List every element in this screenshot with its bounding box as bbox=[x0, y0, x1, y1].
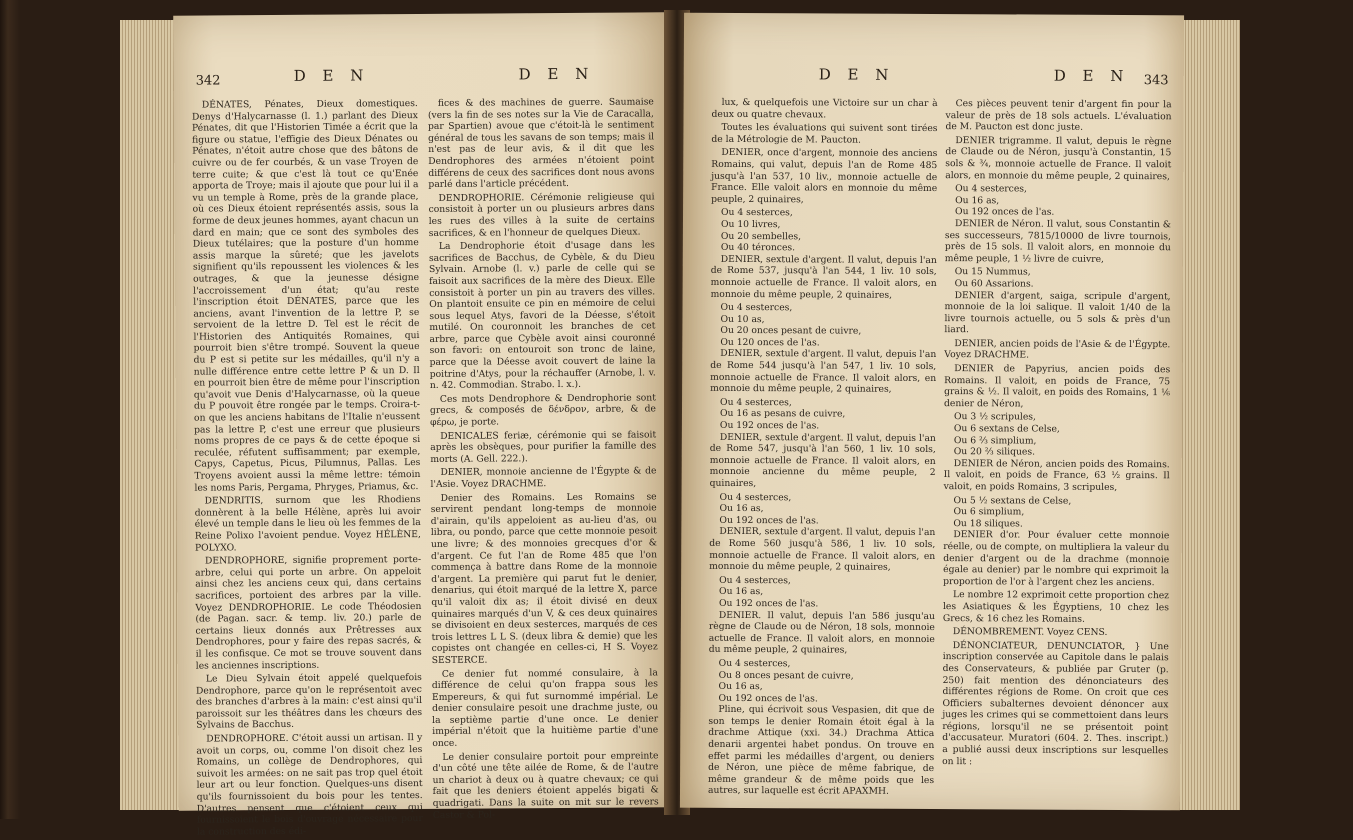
paragraph: Ou 16 as, bbox=[719, 503, 764, 515]
paragraph: DENIER d'or. Pour évaluer cette monnoie réelle, ou de compte, on multipliera la valeur du denier d'argent ou de la drachme (monnoie égale au denier) par le nombre qui exprimoit la proportion de l'or à l'argent chez les anciens. bbox=[943, 529, 1170, 588]
paragraph: DENIER. Il valut, depuis l'an 586 jusqu'au règne de Claude ou de Néron, 18 sols, monnoie actuelle de France. Il valoit alors, en monnoie du même peuple, 2 quinaires, bbox=[708, 609, 935, 656]
running-head-title: D E N bbox=[818, 65, 895, 84]
paragraph: lux, & quelquefois une Victoire sur un char à deux ou quatre chevaux. bbox=[711, 96, 938, 121]
paragraph: Ou 8 onces pesant de cuivre, bbox=[718, 669, 854, 682]
paragraph: Denier des Romains. Les Romains se servirent pendant long-temps de monnoie d'airain, qu'ils appeloient as au-lieu d'as, ou libra, ou pondo, parce que cette monnoie pesoit une livre; & des monnoies grecques d'or & d'argent. Ce fut l'an de Rome 485 que l'on commença à battre dans Rome de la monnoie d'argent. La première qui parut fut le denier, denarius, qui étoit marqué de la lettre X, parce qu'il valoit dix as; il étoit divisé en deux quinaires marqués d'un V, & ces deux quinaires se divisoient en deux sesterces, marqués de ces trois lettres L L S. (deux libra & demie) que les copistes ont changée en celles-ci, H S. Voyez SESTERCE. bbox=[430, 490, 658, 666]
paragraph: Ou 192 onces de l'as. bbox=[719, 419, 820, 432]
paragraph: DENIER de Néron. Il valut, sous Constantin & ses successeurs, 7815/10000 de livre tournois, près de 15 sols. Il valoit alors, en monnoie du même peuple, 1 ½ livre de cuivre, bbox=[944, 218, 1172, 265]
paragraph: DENIER, once d'argent, monnoie des anciens Romains, qui valut, depuis l'an de Rome 485 jusqu'à l'an 537, 10 liv., monnoie actuelle de France. Elle valoit alors en monnoie du même peuple, 2 quinaires, bbox=[711, 147, 938, 206]
paragraph: DENIER trigramme. Il valut, depuis le règne de Claude ou de Néron, jusqu'à Constantin, 15 sols & ¾, monnoie actuelle de France. Il valoit alors, en monnoie du même peuple, 2 quinaires, bbox=[945, 134, 1172, 182]
paragraph: Le nombre 12 exprimoit cette proportion chez les Asiatiques & les Égyptiens, 10 chez les Grecs, & 16 chez les Romains. bbox=[942, 589, 1170, 625]
paragraph: Ou 6 sextans de Celse, bbox=[953, 423, 1060, 435]
left-page-edges bbox=[120, 20, 180, 810]
paragraph: Ou 192 onces de l'as. bbox=[955, 206, 1055, 218]
left-page-column-1 bbox=[192, 98, 423, 840]
paragraph: Ou 5 ½ sextans de Celse, bbox=[953, 494, 1072, 507]
left-running-head bbox=[174, 62, 668, 95]
paragraph: Ou 4 sesterces, bbox=[720, 301, 793, 314]
paragraph: DENIER, sextule d'argent. Il valut, depuis l'an de Rome 537, jusqu'à l'an 544, 1 liv. 10 sols, monnoie actuelle de France. Il valoit alors, en monnoie du même peuple, 2 quinaires, bbox=[710, 253, 937, 301]
paragraph: DENIER d'argent, saiga, scripule d'argent, monnoie de la loi salique. Il valoit 1/40 de la livre tournois actuelle, ou 5 sols & près d'un liard. bbox=[944, 289, 1171, 336]
paragraph: Ou 6 ⅔ simplium, bbox=[953, 434, 1037, 447]
paragraph: Ou 16 as, bbox=[955, 194, 1000, 207]
paragraph: Ou 60 Assarions. bbox=[954, 278, 1034, 290]
paragraph: Ou 16 as, bbox=[718, 680, 763, 693]
left-page-column-2 bbox=[428, 96, 659, 823]
paragraph: Ou 20 sembelles, bbox=[720, 230, 802, 242]
paragraph: Ou 6 simplium, bbox=[953, 506, 1025, 518]
paragraph: Ou 4 sesterces, bbox=[955, 183, 1027, 195]
running-head-title: D E N bbox=[293, 66, 370, 85]
paragraph: DÉNOMBREMENT. Voyez CENS. bbox=[952, 626, 1108, 639]
paragraph: Ou 16 as, bbox=[719, 586, 764, 598]
page-number: 343 bbox=[1143, 73, 1169, 89]
paragraph: Pline, qui écrivoit sous Vespasien, dit que de son temps le denier Romain étoit égal à la drachme Attique (xxi. 34.) Drachma Attica denarii argentei habet pondus. On trouve en effet parmi les médailles d'argent, ou deniers de Néron, une pièce de même fabrique, de même grandeur & de même poids que les autres, sur laquelle est écrit ΑΡΑΧΜΗ. bbox=[707, 704, 935, 798]
paragraph: Ou 10 as, bbox=[720, 313, 765, 325]
paragraph: Ou 16 as pesans de cuivre, bbox=[719, 408, 846, 420]
paragraph: DENDROPHORE. C'étoit aussi un artisan. Il y avoit un corps, ou, comme l'on disoit chez les Romains, un collège de Dendrophores, qui suivoit les armées: on ne sait pas trop quel étoit leur art ou leur fonction. Quelques-uns disent qu'ils fournissoient du bois pour les tentes. D'autres pensent que c'étoient ceux qui fournissoient le bois d'ouvrage nécessaire pour la construction des édi- bbox=[196, 732, 423, 838]
right-page-edges bbox=[1180, 20, 1240, 810]
paragraph: DENICALES feriæ, cérémonie qui se faisoit après les obsèques, pour purifier la famille des morts (A. Gell. 222.). bbox=[430, 428, 657, 465]
paragraph: Ou 4 sesterces, bbox=[721, 207, 793, 219]
running-head-title: D E N bbox=[1053, 66, 1130, 86]
paragraph: DENIER, sextule d'argent. Il valut, depuis l'an de Rome 560 jusqu'à 586, 1 liv. 10 sols, monnoie actuelle de France. Il valoit alors, en monnoie du même peuple, 2 quinaires, bbox=[709, 526, 936, 573]
paragraph: Ces pièces peuvent tenir d'argent fin pour la valeur de près de 18 sols actuels. L'évaluation de M. Paucton est donc juste. bbox=[945, 98, 1172, 133]
paragraph: DENDRITIS, surnom que les Rhodiens donnèrent à la belle Hélène, après lui avoir élevé un temple dans le lieu où les femmes de la Reine Polixo l'avoient pendue. Voyez HÉLÈNE, POLYXO. bbox=[194, 494, 421, 554]
paragraph: Ou 3 ½ scripules, bbox=[953, 411, 1036, 423]
paragraph: DENIER de Néron, ancien poids des Romains. Il valoit, en poids de France, 63 ½ grains. Il valoit, en poids Romains, 3 scripules, bbox=[943, 457, 1170, 493]
right-page-column-1 bbox=[708, 97, 938, 800]
paragraph: Ou 40 téronces. bbox=[720, 242, 796, 254]
paragraph: DÉNONCIATEUR, DENUNCIATOR, } Une inscription conservée au Capitole dans le palais des Conservateurs, & publiée par Gruter (p. 250) fait mention des dénonciateurs des différentes régions de Rome. On croit que ces Officiers subalternes devoient dénoncer aux juges les crimes qui se commettoient dans leurs régions, lorsqu'il ne se présentoit point d'accusateur. Muratori (604. 2. Thes. inscript.) a publié aussi deux inscriptions sur lesquelles on lit : bbox=[942, 639, 1169, 767]
paragraph: DENIER de Papyrius, ancien poids des Romains. Il valoit, en poids de France, 75 grains & ½. Il valoit, en poids des Romains, 1 ⅙ denier de Néron, bbox=[944, 363, 1171, 410]
running-head-title: D E N bbox=[518, 64, 595, 84]
paragraph: Ou 4 sesterces, bbox=[719, 491, 792, 503]
paragraph: Ou 120 onces de l'as. bbox=[720, 336, 820, 349]
paragraph: DENIER, sextule d'argent. Il valut, depuis l'an de Rome 544 jusqu'à l'an 547, 1 liv. 10 sols, monnoie actuelle de France. Il valoit alors, en monnoie du même peuple, 2 quinaires, bbox=[710, 348, 937, 396]
paragraph: Ou 4 sesterces, bbox=[720, 396, 792, 409]
page-number: 342 bbox=[195, 73, 221, 89]
paragraph: DENDROPHORE, signifie proprement porte-arbre, celui qui porte un arbre. On appeloit ainsi chez les anciens ceux qui, dans certains sacrifices, portoient des arbres par la ville. Voyez DENDROPHORIE. Le code Théodosien (de Pagan. sacr. & temp. liv. 20.) parle de certains lieux donnés aux Prêtresses aux Dendrophores, pour y faire des repas sacrés, & il les confisque. Ce mot se trouve souvent dans les anciennes inscriptions. bbox=[195, 554, 422, 672]
paragraph: La Dendrophorie étoit d'usage dans les sacrifices de Bacchus, de Cybèle, & du Dieu Sylvain. Arnobe (l. v.) parle de celle qui se faisoit aux sacrifices de la mère des Dieux. Elle consistoit à porter un pin au travers des villes. On plantoit ensuite ce pin en mémoire de celui sous lequel Atys, favori de la Déesse, s'étoit mutilé. On couronnoit les branches de cet arbre, parce que Cybèle avoit ainsi couronné son favori: on entouroit son tronc de laine, parce que la Déesse avoit couvert de laine la poitrine d'Atys, pour la réchauffer (Arnobe, l. v. n. 42. Commodian. Strabo. l. x.). bbox=[428, 239, 656, 392]
paragraph: Ou 15 Nummus, bbox=[954, 266, 1031, 278]
paragraph: Le Dieu Sylvain étoit appelé quelquefois Dendrophore, parce qu'on le représentoit avec des branches d'arbres à la main: c'est ainsi qu'il paroissoit sur les théâtres dans les chœurs des Sylvains de Bacchus. bbox=[195, 672, 423, 732]
paragraph: Ou 4 sesterces, bbox=[718, 657, 791, 670]
paragraph: Ces mots Dendrophore & Dendrophorie sont grecs, & composés de δένδρον, arbre, & de φέρω, je porte. bbox=[429, 392, 657, 428]
right-page-column-2 bbox=[942, 98, 1172, 770]
paragraph: DENDROPHORIE. Cérémonie religieuse qui consistoit à porter un ou plusieurs arbres dans les rues des villes à la suite de certains sacrifices, & en l'honneur de quelques Dieux. bbox=[428, 191, 655, 239]
paragraph: DÉNATES, Pénates, Dieux domestiques. Denys d'Halycarnasse (l. 1.) parlant des Dieux Pénates, dit que l'Historien Timée a écrit que la figure ou statue, l'effigie des Dieux Dénates ou Pénates, n'étoit autre chose que des bâtons de cuivre ou de fer courbés, & un vase Troyen de terre cuite; & que c'est là tout ce qu'Enée apporta de Troye; mais il ajoute que pour lui il a vu un temple à Rome, près de la grande place, où ces Dieux étoient représentés assis, sous la forme de deux jeunes hommes, ayant chacun un dard en main; que ce sont des symboles des Dieux tutélaires; que la posture d'un homme assis marque la sûreté; que les javelots signifient qu'ils repoussent les violences & les outrages, & que la jeunesse désigne l'accroissement d'un état; qu'au reste l'inscription étoit DÉNATES, parce que les anciens, avant l'invention de la lettre P, se servoient de la lettre D. Tel est le récit de l'Historien des Antiquités Romaines, qui pourroit bien s'être trompé. Souvent la queue du P est si petite sur les médailles, qu'il n'y a nulle différence entre cette lettre P & un D. Il en pourroit bien être de même pour l'inscription qu'avoit vue Denis d'Halycarnasse, où la queue du P pouvoit être rongée par le temps. Croira-t-on que les anciens habitans de l'Italie n'eussent pas la lettre P, c'est une erreur que plusieurs noms propres de ce pays & de cette époque si reculée, réfutent suffisamment; par exemple, Capys, Capetus, Picus, Pilumnus, Pallas. Les Troyens avoient aussi la même lettre: témoin les noms Paris, Pergama, Phryges, Priamus, &c. bbox=[191, 98, 421, 494]
paragraph: Le denier consulaire portoit pour empreinte d'un côté une tête ailée de Rome, & de l'autre un chariot à deux ou à quatre chevaux; ce qui fait que les deniers étoient appelés bigati & quadrigati. Dans la suite on mit sur le revers Castor & Pol- bbox=[432, 750, 659, 821]
paragraph: Ou 4 sesterces, bbox=[719, 574, 791, 587]
paragraph: Ou 20 onces pesant de cuivre, bbox=[720, 325, 862, 337]
paragraph: Toutes les évaluations qui suivent sont tirées de la Métrologie de M. Paucton. bbox=[711, 122, 938, 146]
paragraph: DENIER, monnoie ancienne de l'Égypte & de l'Asie. Voyez DRACHME. bbox=[430, 465, 657, 490]
paragraph: Ce denier fut nommé consulaire, à la différence de celui qu'on frappa sous les Empereurs, & qui fut surnommé impérial. Le denier consulaire pesoit une drachme juste, ou la septième partie d'une once. Le denier impérial n'étoit que la huitième partie d'une once. bbox=[431, 666, 659, 750]
paragraph: DENIER, ancien poids de l'Asie & de l'Égypte. Voyez DRACHME. bbox=[944, 337, 1171, 361]
paragraph: Ou 192 onces de l'as. bbox=[719, 514, 819, 527]
paragraph: Ou 192 onces de l'as. bbox=[718, 597, 819, 610]
right-page bbox=[680, 13, 1184, 811]
paragraph: Ou 18 siliques. bbox=[953, 517, 1023, 530]
paragraph: DENIER, sextule d'argent. Il valut, depuis l'an de Rome 547, jusqu'à l'an 560, 1 liv. 10 sols, monnoie actuelle de France. Il valoit alors, en monnoie ancienne du même peuple, 2 quinaires, bbox=[709, 431, 936, 490]
right-running-head bbox=[684, 63, 1184, 96]
paragraph: fices & des machines de guerre. Saumaise (vers la fin de ses notes sur la Vie de Caracalla, par Spartien) avoue que c'étoit-là le sentiment général de tous les savans de son temps; mais il n'est pas de leur avis, & il dit que les Dendrophores des armées n'étoient point différens de ceux des sacrifices dont nous avons parlé dans l'article précédent. bbox=[427, 96, 655, 191]
paragraph: Ou 10 livres, bbox=[720, 218, 781, 231]
paragraph: Ou 20 ⅔ siliques. bbox=[953, 446, 1036, 458]
paragraph: Ou 192 onces de l'as. bbox=[718, 692, 818, 705]
left-page bbox=[173, 12, 673, 838]
